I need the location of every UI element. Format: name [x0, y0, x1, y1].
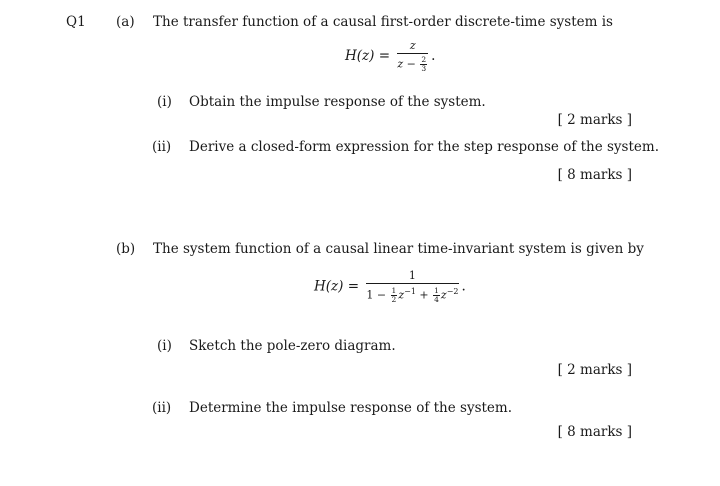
- question-number: Q1: [66, 14, 86, 30]
- part-b-eq-z2: z: [440, 288, 447, 302]
- part-a-eq-trailing: .: [431, 48, 436, 64]
- part-a-sub-i-text: Obtain the impulse response of the system.: [189, 94, 486, 110]
- part-a-eq-inner-num: 2: [421, 55, 427, 64]
- part-b-sub-i-marks: [ 2 marks ]: [557, 362, 632, 378]
- part-b-eq-denominator: [366, 284, 458, 304]
- part-b-eq-frac2-den: 4: [434, 295, 439, 305]
- part-b-eq-fraction: [366, 270, 458, 304]
- part-b-eq-z1-exp: −1: [404, 287, 416, 296]
- part-b-eq-trailing: .: [461, 278, 466, 295]
- part-b-eq-term1: 1 −: [366, 288, 387, 302]
- part-a-eq-den-left: z −: [397, 57, 416, 71]
- part-b-eq-frac2-num: 1: [434, 286, 439, 296]
- part-a-eq-inner-fraction: [420, 56, 427, 73]
- part-b-sub-i-text: Sketch the pole-zero diagram.: [189, 338, 396, 354]
- part-b-eq-frac1: [391, 287, 398, 304]
- part-b-sub-ii-label: (ii): [152, 400, 172, 416]
- part-b-intro: The system function of a causal linear time-invariant system is given by: [153, 241, 644, 257]
- part-b-label: (b): [116, 241, 136, 257]
- part-b-eq-z2-exp: −2: [446, 287, 459, 296]
- part-a-sub-ii-text: Derive a closed-form expression for the step response of the system.: [189, 139, 659, 155]
- part-b-eq-frac1-den: 2: [391, 295, 397, 305]
- part-a-eq-lhs: H(z) =: [345, 48, 391, 64]
- part-b-eq-z1: z: [398, 288, 405, 302]
- part-b-sub-i-label: (i): [157, 338, 172, 354]
- part-a-sub-i-label: (i): [157, 94, 172, 110]
- part-a-sub-ii-label: (ii): [152, 139, 172, 155]
- part-a-sub-i-marks: [ 2 marks ]: [557, 112, 632, 128]
- part-a-eq-denominator: [397, 54, 428, 73]
- part-a-intro: The transfer function of a causal first-order discrete-time system is: [153, 14, 613, 30]
- part-b-eq-plus: +: [419, 288, 429, 302]
- part-b-equation: [314, 270, 466, 304]
- part-a-label: (a): [116, 14, 135, 30]
- part-a-eq-numerator: z: [397, 40, 428, 54]
- part-b-eq-lhs: H(z) =: [314, 278, 360, 295]
- part-a-eq-fraction: [397, 40, 428, 73]
- part-b-eq-frac1-num: 1: [391, 286, 397, 296]
- part-b-sub-ii-text: Determine the impulse response of the system.: [189, 400, 513, 416]
- part-a-equation: [345, 40, 435, 73]
- part-b-eq-numerator: 1: [366, 270, 458, 284]
- part-a-eq-inner-den: 3: [421, 64, 427, 73]
- part-a-sub-ii-marks: [ 8 marks ]: [557, 167, 632, 183]
- part-b-eq-frac2: [433, 287, 440, 304]
- part-b-sub-ii-marks: [ 8 marks ]: [557, 424, 632, 440]
